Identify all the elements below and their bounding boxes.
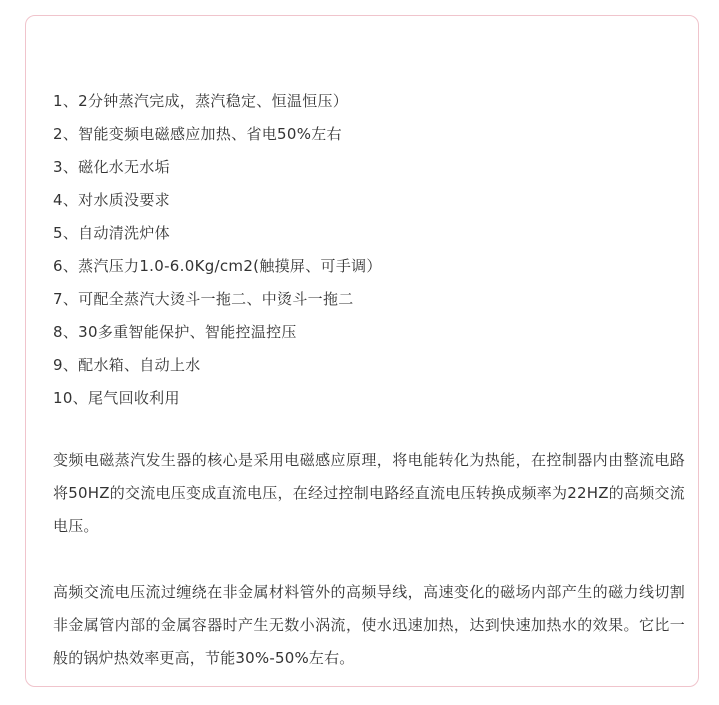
feature-list (53, 85, 382, 415)
content-card (25, 15, 699, 687)
principle-paragraph: 变频电磁蒸汽发生器的核心是采用电磁感应原理，将电能转化为热能，在控制器内由整流电路将50HZ的交流电压变成直流电压，在经过控制电路经直流电压转换成频率为22HZ的高频交流电压。 (53, 451, 685, 535)
mechanism-paragraph: 高频交流电压流过缠绕在非金属材料管外的高频导线，高速变化的磁场内部产生的磁力线切割非金属管内部的金属容器时产生无数小涡流，使水迅速加热，达到快速加热水的效果。它比一般的锅炉热效率更高，节能30%-50%左右。 (53, 583, 685, 667)
feature-item: 6、蒸汽压力1.0-6.0Kg/cm2(触摸屏、可手调） (53, 257, 382, 275)
feature-item: 7、可配全蒸汽大烫斗一拖二、中烫斗一拖二 (53, 290, 354, 308)
feature-item: 3、磁化水无水垢 (53, 158, 170, 176)
feature-item: 1、2分钟蒸汽完成，蒸汽稳定、恒温恒压） (53, 92, 349, 110)
feature-item: 8、30多重智能保护、智能控温控压 (53, 323, 297, 341)
feature-item: 2、智能变频电磁感应加热、省电50%左右 (53, 125, 342, 143)
feature-item: 9、配水箱、自动上水 (53, 356, 201, 374)
feature-item: 5、自动清洗炉体 (53, 224, 170, 242)
feature-item: 4、对水质没要求 (53, 191, 170, 209)
feature-item: 10、尾气回收利用 (53, 389, 180, 407)
